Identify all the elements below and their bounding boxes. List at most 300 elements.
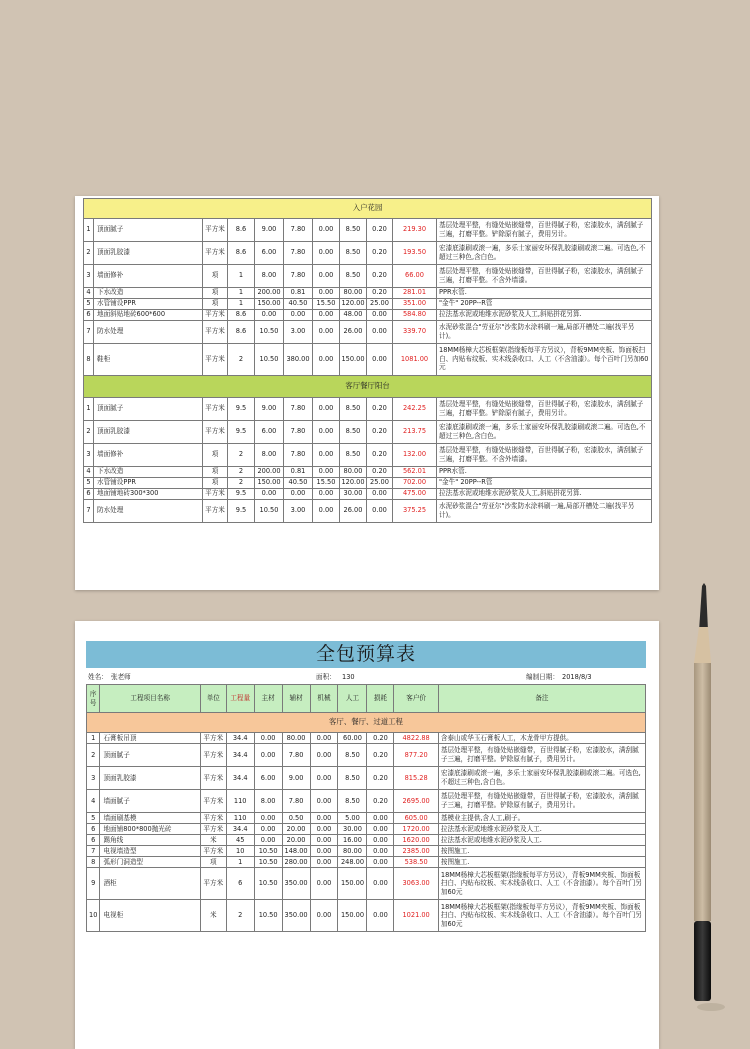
cell-unit: 平方米 [203,488,228,499]
cell-quantity: 34.4 [226,824,254,835]
cell-machinery: 0.00 [313,241,340,264]
cell-unit: 平方米 [200,868,226,900]
table-row [84,241,652,264]
cell-unit: 平方米 [203,420,228,443]
cell-aux-material: 7.80 [282,744,310,767]
table-row [87,767,646,790]
cell-main-material: 10.50 [255,343,284,375]
cell-customer-price: 475.00 [393,488,437,499]
table-row [84,477,652,488]
cell-row-number: 3 [84,443,94,466]
cell-machinery: 0.00 [310,790,338,813]
cell-row-number: 7 [87,846,100,857]
cell-quantity: 2 [228,443,255,466]
cell-main-material: 10.50 [255,320,284,343]
cell-unit: 平方米 [203,320,228,343]
cell-aux-material: 7.80 [284,264,313,287]
cell-item-name: 鞋柜 [94,343,203,375]
cell-item-name: 下水改造 [94,287,203,298]
cell-quantity: 8.6 [228,218,255,241]
cell-loss: 0.20 [367,218,393,241]
table-row [84,264,652,287]
cell-item-name: 顶面腻子 [94,218,203,241]
cell-quantity: 2 [228,477,255,488]
cell-customer-price: 538.50 [394,857,439,868]
cell-machinery: 0.00 [313,320,340,343]
cell-customer-price: 242.25 [393,397,437,420]
table-row [87,846,646,857]
cell-unit: 项 [203,298,228,309]
cell-row-number: 4 [87,790,100,813]
cell-note: 拉法基水泥或地维水泥砂浆及人工,斜贴拼花另算. [437,309,652,320]
table-row [84,499,652,522]
cell-quantity: 9.5 [228,397,255,420]
cell-item-name: 顶面腻子 [94,397,203,420]
column-header-main: 主材 [254,685,282,713]
cell-machinery: 0.00 [313,420,340,443]
cell-row-number: 3 [84,264,94,287]
cell-quantity: 110 [226,790,254,813]
cell-aux-material: 0.50 [282,813,310,824]
cell-note: 拉法基水泥或地维水泥砂浆及人工. [438,835,645,846]
name-label: 姓名： [88,673,108,681]
section-title: 客厅、餐厅、过道工程 [87,713,646,733]
cell-note: PPR水管. [437,466,652,477]
cell-customer-price: 1720.00 [394,824,439,835]
cell-loss: 0.00 [367,824,394,835]
column-header-price: 客户价 [394,685,439,713]
cell-labor: 30.00 [340,488,367,499]
cell-unit: 米 [200,900,226,932]
table-row [84,343,652,375]
cell-labor: 8.50 [340,218,367,241]
cell-unit: 项 [203,264,228,287]
cell-main-material: 0.00 [255,309,284,320]
cell-main-material: 200.00 [255,466,284,477]
cell-customer-price: 3063.00 [394,868,439,900]
cell-main-material: 150.00 [255,477,284,488]
column-header-aux: 辅材 [282,685,310,713]
cell-main-material: 0.00 [254,824,282,835]
column-header-unit: 单位 [200,685,226,713]
table-row [84,309,652,320]
cell-item-name: 地面铺800*800抛光砖 [100,824,200,835]
cell-row-number: 6 [84,488,94,499]
cell-note: "金牛" 20PP--R管 [437,477,652,488]
area-value: 130 [342,673,355,681]
table-row [87,868,646,900]
cell-main-material: 8.00 [254,790,282,813]
cell-note: 基模业主提供,含人工,刷子。 [438,813,645,824]
date-value: 2018/8/3 [562,673,592,681]
cell-row-number: 7 [84,499,94,522]
cell-loss: 0.00 [367,320,393,343]
cell-quantity: 8.6 [228,241,255,264]
cell-unit: 项 [200,857,226,868]
cell-main-material: 10.50 [254,900,282,932]
cell-loss: 0.00 [367,900,394,932]
cell-row-number: 6 [84,309,94,320]
cell-row-number: 6 [87,835,100,846]
cell-quantity: 1 [226,857,254,868]
cell-labor: 8.50 [338,744,367,767]
cell-loss: 0.00 [367,343,393,375]
cell-quantity: 9.5 [228,499,255,522]
section-title: 客厅餐厅阳台 [84,375,652,397]
cell-loss: 0.20 [367,287,393,298]
cell-main-material: 6.00 [255,420,284,443]
cell-row-number: 1 [84,397,94,420]
table-row [84,466,652,477]
cell-row-number: 7 [84,320,94,343]
cell-labor: 8.50 [340,443,367,466]
cell-aux-material: 7.80 [284,420,313,443]
cell-aux-material: 350.00 [282,868,310,900]
cell-labor: 8.50 [338,790,367,813]
column-header-no: 序号 [87,685,100,713]
cell-main-material: 9.00 [255,397,284,420]
cell-row-number: 5 [84,477,94,488]
cell-aux-material: 80.00 [282,733,310,744]
cell-item-name: 下水改造 [94,466,203,477]
cell-customer-price: 281.01 [393,287,437,298]
cell-unit: 平方米 [203,309,228,320]
cell-note: 18MM杨樟大芯板框架(指缘板每平方另议），背板9MM夹板、饰面板扫白、内贴布纹板、实木线条收口、人工（不含油漆）。每个百叶门另加60元 [438,900,645,932]
cell-loss: 25.00 [367,477,393,488]
cell-unit: 平方米 [203,218,228,241]
cell-unit: 项 [203,466,228,477]
cell-quantity: 1 [228,298,255,309]
cell-unit: 平方米 [200,744,226,767]
cell-customer-price: 877.20 [394,744,439,767]
name-value: 张老师 [111,673,131,681]
cell-customer-price: 1081.00 [393,343,437,375]
cell-machinery: 0.00 [313,343,340,375]
cell-labor: 48.00 [340,309,367,320]
cell-customer-price: 1620.00 [394,835,439,846]
cell-aux-material: 20.00 [282,835,310,846]
cell-unit: 平方米 [203,241,228,264]
cell-machinery: 0.00 [310,813,338,824]
cell-note: 基层处理平整，有缝处贴嵌缝带，百世得腻子粉，宏漆胶水，满刮腻子三遍，打磨平整。铲除原有腻子，费用另计。 [437,218,652,241]
cell-machinery: 0.00 [310,824,338,835]
cell-unit: 米 [200,835,226,846]
table-row [87,824,646,835]
cell-aux-material: 3.00 [284,499,313,522]
cell-aux-material: 0.00 [284,309,313,320]
cell-labor: 248.00 [338,857,367,868]
table-row [84,488,652,499]
cell-item-name: 顶面乳胶漆 [94,241,203,264]
cell-note: 基层处理平整，有缝处贴嵌缝带，百世得腻子粉，宏漆胶水，满刮腻子三遍，打磨平整。不含外墙漆。 [437,443,652,466]
cell-aux-material: 7.80 [282,790,310,813]
cell-item-name: 顶面乳胶漆 [100,767,200,790]
cell-customer-price: 351.00 [393,298,437,309]
table-row [87,857,646,868]
cell-row-number: 2 [84,420,94,443]
cell-main-material: 0.00 [254,813,282,824]
cell-labor: 8.50 [340,264,367,287]
cell-labor: 80.00 [340,287,367,298]
cell-loss: 0.00 [367,813,394,824]
cell-labor: 30.00 [338,824,367,835]
cell-customer-price: 193.50 [393,241,437,264]
table-row [84,420,652,443]
budget-table-1 [83,196,652,523]
cell-main-material: 0.00 [254,733,282,744]
section-header [84,375,652,397]
cell-main-material: 6.00 [254,767,282,790]
cell-item-name: 水管铺设PPR [94,477,203,488]
cell-note: 宏漆底漆刷或滚一遍，多乐士家丽安环保乳胶漆刷或滚二遍。可选色,不超过三种色,含白色。 [437,420,652,443]
cell-main-material: 10.50 [255,499,284,522]
cell-item-name: 电视墙造型 [100,846,200,857]
cell-note: "金牛" 20PP--R管 [437,298,652,309]
cell-quantity: 6 [226,868,254,900]
cell-loss: 0.00 [367,846,394,857]
cell-note: 基层处理平整，有缝处贴嵌缝带，百世得腻子粉，宏漆胶水，满刮腻子三遍，打磨平整。铲除原有腻子，费用另计。 [438,790,645,813]
cell-loss: 0.00 [367,309,393,320]
cell-aux-material: 40.50 [284,298,313,309]
cell-note: 18MM杨樟大芯板框架(指缘板每平方另议），背板9MM夹板、饰面板扫白、内贴布纹板、实木线条收口、人工（不含油漆）。每个百叶门另加60元 [437,343,652,375]
cell-quantity: 1 [228,287,255,298]
cell-unit: 平方米 [200,824,226,835]
cell-main-material: 6.00 [255,241,284,264]
info-row [86,671,646,683]
cell-loss: 0.20 [367,264,393,287]
cell-aux-material: 40.50 [284,477,313,488]
cell-main-material: 0.00 [254,835,282,846]
cell-loss: 0.00 [367,868,394,900]
cell-machinery: 0.00 [313,218,340,241]
cell-machinery: 0.00 [313,264,340,287]
cell-machinery: 0.00 [313,443,340,466]
cell-quantity: 8.6 [228,309,255,320]
cell-quantity: 2 [228,466,255,477]
cell-note: PPR水管. [437,287,652,298]
table-row [84,397,652,420]
cell-machinery: 0.00 [313,397,340,420]
cell-note: 拉法基水泥或地维水泥砂浆及人工. [438,824,645,835]
cell-aux-material: 7.80 [284,241,313,264]
cell-row-number: 8 [84,343,94,375]
cell-loss: 0.00 [367,488,393,499]
cell-item-name: 顶面腻子 [100,744,200,767]
cell-customer-price: 605.00 [394,813,439,824]
cell-item-name: 防水处理 [94,320,203,343]
cell-unit: 平方米 [200,813,226,824]
cell-machinery: 0.00 [313,309,340,320]
cell-unit: 项 [203,477,228,488]
cell-machinery: 0.00 [310,868,338,900]
cell-note: 按图施工. [438,857,645,868]
cell-row-number: 5 [87,813,100,824]
column-header-labor: 人工 [338,685,367,713]
cell-item-name: 地面铺地砖300*300 [94,488,203,499]
table-row [84,320,652,343]
cell-labor: 8.50 [340,420,367,443]
cell-loss: 0.20 [367,241,393,264]
column-header-mech: 机械 [310,685,338,713]
cell-unit: 平方米 [203,499,228,522]
cell-labor: 26.00 [340,320,367,343]
cell-item-name: 石膏板吊顶 [100,733,200,744]
table-row [87,733,646,744]
cell-loss: 0.20 [367,733,394,744]
cell-quantity: 45 [226,835,254,846]
table-header-row [87,685,646,713]
cell-quantity: 8.6 [228,320,255,343]
cell-machinery: 15.50 [313,477,340,488]
cell-loss: 0.20 [367,744,394,767]
cell-labor: 16.00 [338,835,367,846]
cell-aux-material: 0.81 [284,466,313,477]
cell-main-material: 150.00 [255,298,284,309]
cell-loss: 0.20 [367,466,393,477]
cell-row-number: 4 [84,287,94,298]
cell-aux-material: 3.00 [284,320,313,343]
cell-quantity: 1 [228,264,255,287]
cell-main-material: 10.50 [254,857,282,868]
pencil-icon [685,583,725,1013]
cell-machinery: 0.00 [313,499,340,522]
cell-aux-material: 20.00 [282,824,310,835]
section-header [84,198,652,218]
cell-item-name: 墙面刷基模 [100,813,200,824]
cell-machinery: 0.00 [313,466,340,477]
cell-item-name: 防水处理 [94,499,203,522]
cell-labor: 150.00 [338,900,367,932]
page-title: 全包预算表 [86,641,646,668]
cell-row-number: 9 [87,868,100,900]
cell-note: 按图施工. [438,846,645,857]
cell-aux-material: 350.00 [282,900,310,932]
cell-row-number: 3 [87,767,100,790]
cell-main-material: 0.00 [255,488,284,499]
cell-labor: 120.00 [341,299,365,308]
table-row [84,443,652,466]
cell-machinery: 0.00 [313,287,340,298]
cell-main-material: 9.00 [255,218,284,241]
cell-quantity: 10 [226,846,254,857]
cell-aux-material: 7.80 [284,218,313,241]
cell-unit: 平方米 [200,846,226,857]
cell-unit: 平方米 [200,767,226,790]
cell-loss: 0.20 [367,767,394,790]
cell-customer-price: 375.25 [393,499,437,522]
cell-customer-price: 562.01 [393,466,437,477]
cell-customer-price: 66.00 [393,264,437,287]
cell-unit: 项 [203,287,228,298]
column-header-note: 备注 [438,685,645,713]
cell-loss: 25.00 [367,298,393,309]
cell-quantity: 9.5 [228,420,255,443]
cell-item-name: 墙面腻子 [100,790,200,813]
cell-unit: 平方米 [203,397,228,420]
cell-loss: 0.00 [367,857,394,868]
section-header [87,713,646,733]
cell-main-material: 8.00 [255,264,284,287]
section-title: 入户花园 [84,198,652,218]
table-row [84,298,652,309]
cell-customer-price: 2695.00 [394,790,439,813]
cell-customer-price: 584.80 [393,309,437,320]
cell-labor: 120.00 [341,478,365,487]
cell-note: 宏漆底漆刷或滚一遍，多乐士家丽安环保乳胶漆刷或滚二遍。可选色,不超过三种色,含白色。 [437,241,652,264]
cell-labor: 150.00 [338,868,367,900]
cell-machinery: 0.00 [310,846,338,857]
cell-customer-price: 219.30 [393,218,437,241]
area-label: 面积： [316,673,336,681]
cell-main-material: 8.00 [255,443,284,466]
cell-unit: 平方米 [203,343,228,375]
cell-labor: 80.00 [338,846,367,857]
cell-machinery: 0.00 [310,835,338,846]
cell-loss: 0.20 [367,443,393,466]
cell-customer-price: 339.70 [393,320,437,343]
cell-quantity: 2 [226,900,254,932]
cell-row-number: 1 [87,733,100,744]
cell-aux-material: 380.00 [284,343,313,375]
cell-quantity: 34.4 [226,767,254,790]
cell-customer-price: 815.28 [394,767,439,790]
cell-aux-material: 0.81 [284,287,313,298]
cell-row-number: 2 [87,744,100,767]
table-row [87,900,646,932]
cell-note: 18MM杨樟大芯板框架(指缘板每平方另议），背板9MM夹板、饰面板扫白、内贴布纹板、实木线条收口、人工（不含油漆）。每个百叶门另加60元 [438,868,645,900]
cell-aux-material: 0.00 [284,488,313,499]
cell-unit: 平方米 [200,733,226,744]
table-row [84,218,652,241]
cell-quantity: 34.4 [226,744,254,767]
budget-sheet-page-1 [75,196,659,590]
cell-note: 拉法基水泥或地维水泥砂浆及人工,斜贴拼花另算. [437,488,652,499]
budget-sheet-page-2 [75,621,659,1049]
budget-table-1-body [84,196,652,522]
cell-note: 基层处理平整，有缝处贴嵌缝带，百世得腻子粉，宏漆胶水，满刮腻子三遍，打磨平整。铲除原有腻子，费用另计。 [438,744,645,767]
budget-table-2 [86,684,646,932]
cell-note: 基层处理平整，有缝处贴嵌缝带，百世得腻子粉，宏漆胶水，满刮腻子三遍，打磨平整。不含外墙漆。 [437,264,652,287]
cell-item-name: 墙面修补 [94,443,203,466]
cell-note: 宏漆底漆刷或滚一遍，多乐士家丽安环保乳胶漆刷或滚二遍。可选色,不超过三种色,含白色。 [438,767,645,790]
cell-labor: 80.00 [340,466,367,477]
cell-labor: 8.50 [340,397,367,420]
cell-aux-material: 7.80 [284,397,313,420]
cell-customer-price: 132.00 [393,443,437,466]
date-label: 编制日期： [526,673,559,681]
cell-quantity: 110 [226,813,254,824]
cell-item-name: 地面斜贴地砖600*600 [94,309,203,320]
cell-note: 基层处理平整，有缝处贴嵌缝带，百世得腻子粉，宏漆胶水，满刮腻子三遍，打磨平整。铲除原有腻子，费用另计。 [437,397,652,420]
cell-note: 水泥砂浆混合"劳亚尔"沙浆防水涂料刷一遍,局部开槽处二遍(找平另计)。 [437,499,652,522]
cell-quantity: 34.4 [226,733,254,744]
cell-aux-material: 280.00 [282,857,310,868]
cell-labor: 8.50 [338,767,367,790]
cell-item-name: 水管铺设PPR [94,298,203,309]
cell-labor: 8.50 [340,241,367,264]
cell-item-name: 弧形门洞造型 [100,857,200,868]
cell-quantity: 9.5 [228,488,255,499]
cell-row-number: 10 [87,900,100,932]
cell-loss: 0.20 [367,420,393,443]
cell-aux-material: 148.00 [282,846,310,857]
cell-row-number: 6 [87,824,100,835]
cell-unit: 平方米 [200,790,226,813]
cell-note: 水泥砂浆混合"劳亚尔"沙浆防水涂料刷一遍,局部开槽处二遍(找平另计)。 [437,320,652,343]
column-header-loss: 损耗 [367,685,394,713]
cell-quantity: 2 [228,343,255,375]
cell-machinery: 0.00 [310,900,338,932]
